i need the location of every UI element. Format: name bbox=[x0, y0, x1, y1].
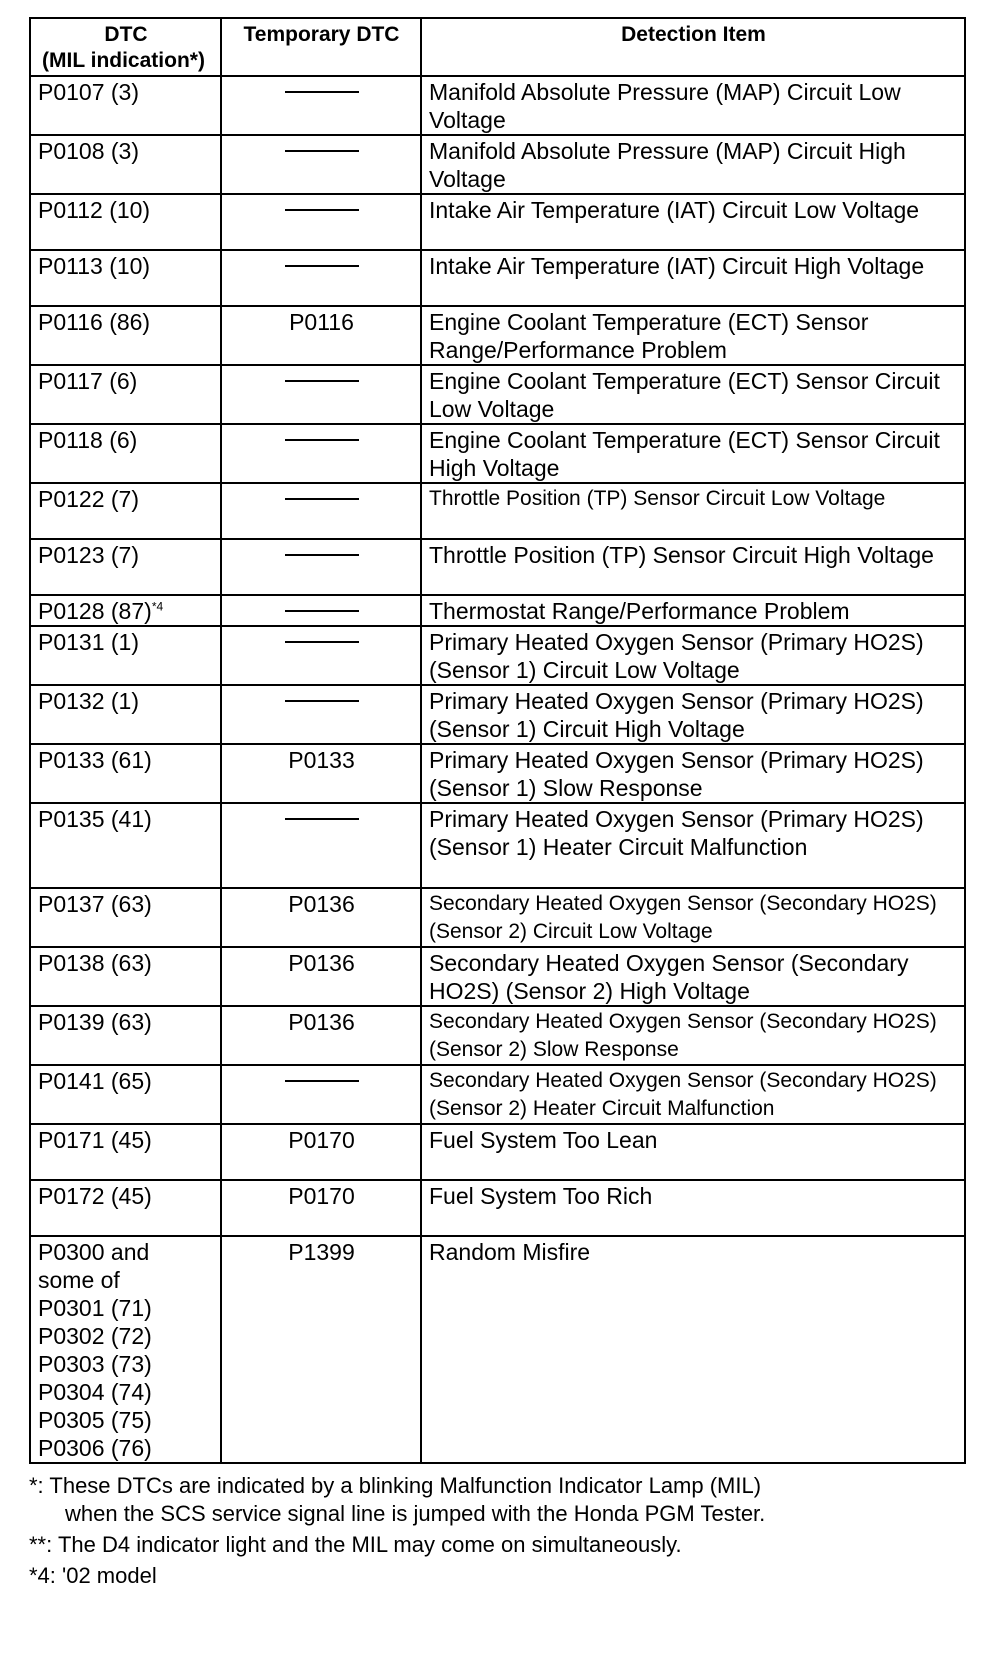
dtc-code-line: some of bbox=[38, 1267, 120, 1293]
dtc-code: P0133 (61) bbox=[38, 747, 152, 773]
no-temporary-dtc-dash bbox=[285, 818, 359, 820]
table-row bbox=[30, 539, 965, 595]
dtc-code: P0132 (1) bbox=[38, 688, 140, 714]
dtc-code-cell bbox=[30, 947, 221, 1006]
dtc-code-cell bbox=[30, 483, 221, 539]
temporary-dtc-cell bbox=[221, 595, 421, 626]
temporary-dtc-cell bbox=[221, 194, 421, 250]
table-row bbox=[30, 1180, 965, 1236]
dtc-code: P0135 (41) bbox=[38, 806, 152, 832]
dtc-code-cell bbox=[30, 803, 221, 888]
dtc-code: P0118 (6) bbox=[38, 427, 138, 453]
temporary-dtc-cell bbox=[221, 1124, 421, 1180]
dtc-code: P0122 (7) bbox=[38, 486, 140, 512]
header-dtc-subtitle: (MIL indication*) bbox=[42, 49, 205, 72]
no-temporary-dtc-dash bbox=[285, 610, 359, 612]
dtc-code-cell bbox=[30, 194, 221, 250]
dtc-code-cell bbox=[30, 424, 221, 483]
table-row bbox=[30, 365, 965, 424]
dtc-code-cell bbox=[30, 306, 221, 365]
no-temporary-dtc-dash bbox=[285, 265, 359, 267]
table-row bbox=[30, 744, 965, 803]
header-detection-item: Detection Item bbox=[421, 18, 965, 76]
detection-item-cell: Engine Coolant Temperature (ECT) Sensor Circuit High Voltage bbox=[421, 424, 965, 483]
temporary-dtc-cell bbox=[221, 1065, 421, 1124]
dtc-code: P0112 (10) bbox=[38, 197, 151, 223]
dtc-code: P0138 (63) bbox=[38, 950, 152, 976]
detection-item-cell: Manifold Absolute Pressure (MAP) Circuit High Voltage bbox=[421, 135, 965, 194]
dtc-code-cell bbox=[30, 626, 221, 685]
table-row bbox=[30, 947, 965, 1006]
footnote-model: *4: '02 model bbox=[29, 1563, 157, 1588]
dtc-code-line: P0300 and bbox=[38, 1239, 150, 1265]
no-temporary-dtc-dash bbox=[285, 641, 359, 643]
detection-item-cell: Random Misfire bbox=[421, 1236, 965, 1463]
dtc-code-cell bbox=[30, 539, 221, 595]
dtc-code: P0123 (7) bbox=[38, 542, 140, 568]
temporary-dtc-cell bbox=[221, 685, 421, 744]
temporary-dtc-cell bbox=[221, 803, 421, 888]
temporary-dtc-code: P0136 bbox=[288, 891, 355, 917]
no-temporary-dtc-dash bbox=[285, 1080, 359, 1082]
detection-item-cell: Intake Air Temperature (IAT) Circuit High Voltage bbox=[421, 250, 965, 306]
dtc-footnote-mark: *4 bbox=[151, 599, 164, 614]
table-row bbox=[30, 626, 965, 685]
table-row bbox=[30, 595, 965, 626]
dtc-table bbox=[29, 17, 966, 1464]
dtc-code-line: P0302 (72) bbox=[38, 1323, 152, 1349]
temporary-dtc-cell bbox=[221, 76, 421, 135]
temporary-dtc-cell bbox=[221, 135, 421, 194]
footnote-d4: **: The D4 indicator light and the MIL may come on simultaneously. bbox=[29, 1532, 682, 1557]
dtc-code: P0107 (3) bbox=[38, 79, 140, 105]
table-row bbox=[30, 888, 965, 947]
detection-item-cell: Primary Heated Oxygen Sensor (Primary HO2S) (Sensor 1) Circuit Low Voltage bbox=[421, 626, 965, 685]
detection-item-cell: Secondary Heated Oxygen Sensor (Secondary HO2S) (Sensor 2) Slow Response bbox=[421, 1006, 965, 1065]
table-row bbox=[30, 803, 965, 888]
temporary-dtc-cell bbox=[221, 888, 421, 947]
detection-item-cell: Primary Heated Oxygen Sensor (Primary HO2S) (Sensor 1) Heater Circuit Malfunction bbox=[421, 803, 965, 888]
temporary-dtc-cell bbox=[221, 1006, 421, 1065]
footnote-mil bbox=[29, 1472, 964, 1528]
table-row-misfire bbox=[30, 1236, 965, 1463]
table-body bbox=[30, 76, 965, 1463]
detection-item-cell: Secondary Heated Oxygen Sensor (Secondary HO2S) (Sensor 2) Heater Circuit Malfunction bbox=[421, 1065, 965, 1124]
temporary-dtc-cell bbox=[221, 947, 421, 1006]
dtc-code-line: P0304 (74) bbox=[38, 1379, 152, 1405]
dtc-code-line: P0301 (71) bbox=[38, 1295, 152, 1321]
table-row bbox=[30, 1006, 965, 1065]
table-row bbox=[30, 250, 965, 306]
detection-item-cell: Intake Air Temperature (IAT) Circuit Low Voltage bbox=[421, 194, 965, 250]
temporary-dtc-cell bbox=[221, 424, 421, 483]
detection-item-cell: Throttle Position (TP) Sensor Circuit High Voltage bbox=[421, 539, 965, 595]
table-row bbox=[30, 685, 965, 744]
temporary-dtc-code: P0136 bbox=[288, 1009, 355, 1035]
dtc-page bbox=[29, 17, 964, 1593]
dtc-code: P0113 (10) bbox=[38, 253, 151, 279]
table-row bbox=[30, 306, 965, 365]
dtc-code-cell bbox=[30, 135, 221, 194]
temporary-dtc-cell bbox=[221, 250, 421, 306]
dtc-code-cell bbox=[30, 888, 221, 947]
temporary-dtc-cell bbox=[221, 483, 421, 539]
dtc-code-cell bbox=[30, 685, 221, 744]
table-row bbox=[30, 483, 965, 539]
dtc-code-line: P0303 (73) bbox=[38, 1351, 152, 1377]
temporary-dtc-code: P0170 bbox=[288, 1183, 355, 1209]
table-header-row bbox=[30, 18, 965, 76]
header-temporary-dtc: Temporary DTC bbox=[221, 18, 421, 76]
temporary-dtc-cell bbox=[221, 1180, 421, 1236]
dtc-code-cell bbox=[30, 595, 221, 626]
no-temporary-dtc-dash bbox=[285, 209, 359, 211]
detection-item-cell: Primary Heated Oxygen Sensor (Primary HO2S) (Sensor 1) Slow Response bbox=[421, 744, 965, 803]
no-temporary-dtc-dash bbox=[285, 439, 359, 441]
temporary-dtc-code: P0136 bbox=[288, 950, 355, 976]
detection-item-cell: Secondary Heated Oxygen Sensor (Secondary HO2S) (Sensor 2) High Voltage bbox=[421, 947, 965, 1006]
detection-item-cell: Secondary Heated Oxygen Sensor (Secondary HO2S) (Sensor 2) Circuit Low Voltage bbox=[421, 888, 965, 947]
dtc-code: P0171 (45) bbox=[38, 1127, 152, 1153]
dtc-code: P0117 (6) bbox=[38, 368, 138, 394]
dtc-code-line: P0306 (76) bbox=[38, 1435, 152, 1461]
temporary-dtc-code: P0170 bbox=[288, 1127, 355, 1153]
dtc-code: P0139 (63) bbox=[38, 1009, 152, 1035]
dtc-code-line: P0305 (75) bbox=[38, 1407, 152, 1433]
dtc-code-cell bbox=[30, 1065, 221, 1124]
temporary-dtc-code: P0116 bbox=[289, 309, 354, 335]
dtc-code-cell bbox=[30, 1236, 221, 1463]
header-dtc bbox=[30, 18, 221, 76]
no-temporary-dtc-dash bbox=[285, 700, 359, 702]
table-row bbox=[30, 1065, 965, 1124]
table-row bbox=[30, 135, 965, 194]
dtc-code: P0116 (86) bbox=[38, 309, 151, 335]
temporary-dtc-cell bbox=[221, 306, 421, 365]
dtc-code-cell bbox=[30, 1180, 221, 1236]
dtc-code-cell bbox=[30, 250, 221, 306]
dtc-code-cell bbox=[30, 1124, 221, 1180]
footnote-mil-line1: *: These DTCs are indicated by a blinking Malfunction Indicator Lamp (MIL) bbox=[29, 1473, 762, 1498]
temporary-dtc-cell bbox=[221, 744, 421, 803]
detection-item-cell: Fuel System Too Lean bbox=[421, 1124, 965, 1180]
footnote-mil-line2: when the SCS service signal line is jumped with the Honda PGM Tester. bbox=[65, 1501, 766, 1526]
temporary-dtc-code: P0133 bbox=[288, 747, 355, 773]
detection-item-cell: Engine Coolant Temperature (ECT) Sensor Range/Performance Problem bbox=[421, 306, 965, 365]
detection-item-cell: Manifold Absolute Pressure (MAP) Circuit Low Voltage bbox=[421, 76, 965, 135]
temporary-dtc-cell: P1399 bbox=[221, 1236, 421, 1463]
table-row bbox=[30, 194, 965, 250]
detection-item-cell: Throttle Position (TP) Sensor Circuit Low Voltage bbox=[421, 483, 965, 539]
footnotes bbox=[29, 1472, 964, 1590]
dtc-code: P0131 (1) bbox=[38, 629, 140, 655]
dtc-code-cell bbox=[30, 744, 221, 803]
dtc-code-cell bbox=[30, 1006, 221, 1065]
dtc-code: P0128 (87) bbox=[38, 598, 152, 624]
temporary-dtc-cell bbox=[221, 539, 421, 595]
dtc-code: P0108 (3) bbox=[38, 138, 140, 164]
no-temporary-dtc-dash bbox=[285, 150, 359, 152]
dtc-code: P0141 (65) bbox=[38, 1068, 152, 1094]
no-temporary-dtc-dash bbox=[285, 498, 359, 500]
dtc-code: P0137 (63) bbox=[38, 891, 152, 917]
temporary-dtc-cell bbox=[221, 365, 421, 424]
detection-item-cell: Thermostat Range/Performance Problem bbox=[421, 595, 965, 626]
dtc-code: P0172 (45) bbox=[38, 1183, 152, 1209]
dtc-code-cell bbox=[30, 76, 221, 135]
table-row bbox=[30, 424, 965, 483]
detection-item-cell: Fuel System Too Rich bbox=[421, 1180, 965, 1236]
no-temporary-dtc-dash bbox=[285, 554, 359, 556]
dtc-code-cell bbox=[30, 365, 221, 424]
table-row bbox=[30, 76, 965, 135]
table-row bbox=[30, 1124, 965, 1180]
detection-item-cell: Primary Heated Oxygen Sensor (Primary HO2S) (Sensor 1) Circuit High Voltage bbox=[421, 685, 965, 744]
temporary-dtc-cell bbox=[221, 626, 421, 685]
detection-item-cell: Engine Coolant Temperature (ECT) Sensor Circuit Low Voltage bbox=[421, 365, 965, 424]
no-temporary-dtc-dash bbox=[285, 91, 359, 93]
header-dtc-title: DTC bbox=[104, 23, 148, 46]
no-temporary-dtc-dash bbox=[285, 380, 359, 382]
